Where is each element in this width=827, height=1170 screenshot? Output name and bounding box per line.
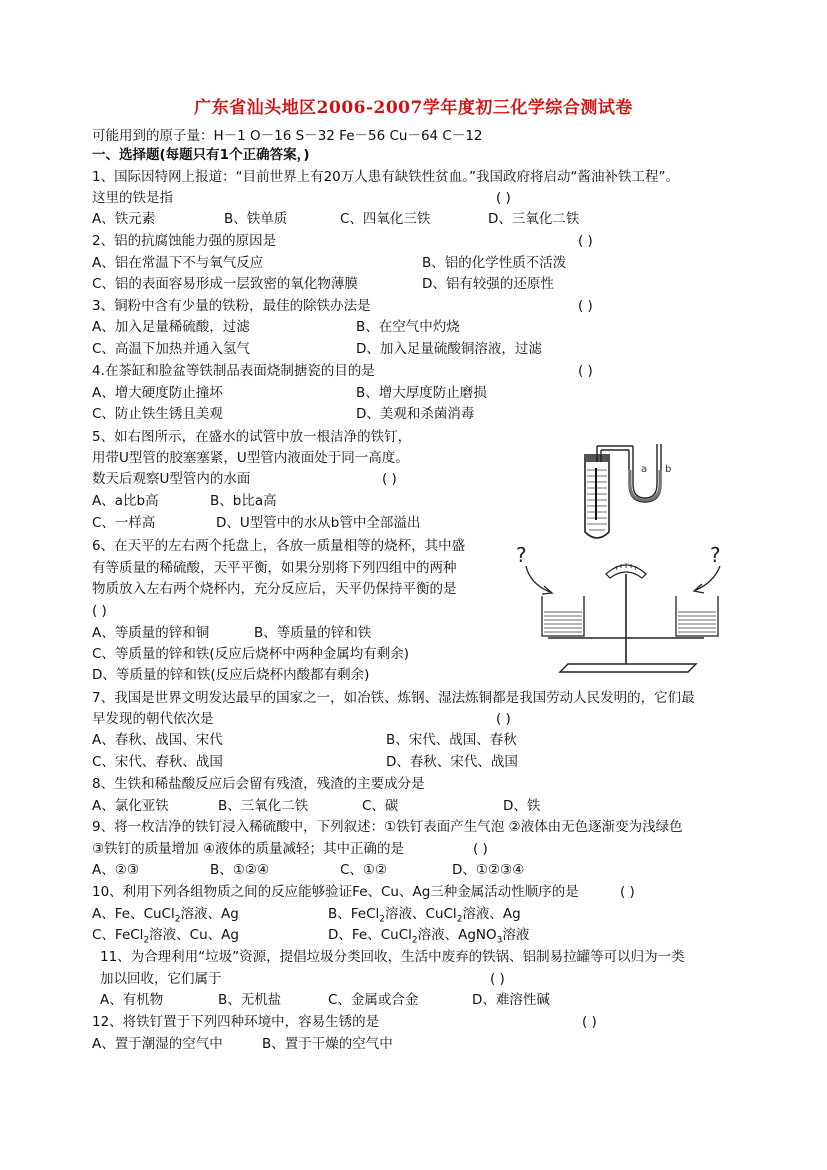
q9-option-b: B、①②④: [210, 862, 270, 878]
q6-stem-line3: 物质放入左右两个烧杯内，充分反应后，天平仍保持平衡的是: [92, 581, 457, 597]
q6-stem-line1: 6、在天平的左右两个托盘上，各放一质量相等的烧杯，其中盛: [92, 538, 466, 554]
q12-answer-bracket: ( ): [582, 1014, 597, 1030]
q4-answer-bracket: ( ): [578, 363, 593, 379]
q11-stem-line2: 加以回收，它们属于: [100, 971, 222, 987]
q3-option-c: C、高温下加热并通入氢气: [92, 341, 250, 357]
q11-option-c: C、金属或合金: [328, 992, 419, 1008]
q11-answer-bracket: ( ): [490, 971, 505, 987]
q1-answer-bracket: ( ): [496, 190, 511, 206]
q5-option-d: D、U型管中的水从b管中全部溢出: [216, 515, 421, 531]
q8-option-d: D、铁: [503, 798, 541, 814]
atomic-masses: 可能用到的原子量：H－1 O－16 S－32 Fe－56 Cu－64 C－12: [92, 128, 483, 144]
q4-option-a: A、增大硬度防止撞坏: [92, 385, 223, 401]
q4-option-c: C、防止铁生锈且美观: [92, 406, 223, 422]
q9-answer-bracket: ( ): [473, 841, 488, 857]
q10-stem: 10、利用下列各组物质之间的反应能够验证Fe、Cu、Ag三种金属活动性顺序的是: [92, 884, 579, 900]
q2-option-a: A、铝在常温下不与氧气反应: [92, 255, 264, 271]
q10-option-a: A、Fe、CuCl$_2$溶液、Ag: [92, 906, 239, 925]
q10-option-b: B、FeCl$_2$溶液、CuCl$_2$溶液、Ag: [328, 906, 521, 925]
q6-answer-bracket: ( ): [92, 603, 107, 619]
q10-answer-bracket: ( ): [620, 884, 635, 900]
balance-figure: [508, 540, 748, 680]
q1-option-c: C、四氧化三铁: [340, 211, 431, 227]
q3-option-b: B、在空气中灼烧: [356, 319, 460, 335]
q3-option-a: A、加入足量稀硫酸，过滤: [92, 319, 250, 335]
q6-stem-line2: 有等质量的稀硫酸，天平平衡，如果分别将下列四组中的两种: [92, 560, 457, 576]
q3-answer-bracket: ( ): [578, 298, 593, 314]
q9-option-a: A、②③: [92, 862, 139, 878]
q12-stem: 12、将铁钉置于下列四种环境中，容易生锈的是: [92, 1014, 380, 1030]
q5-stem-line2: 用带U型管的胶塞塞紧，U型管内液面处于同一高度。: [92, 450, 409, 466]
section-heading: 一、选择题(每题只有1个正确答案，): [92, 147, 310, 163]
q1-option-d: D、三氧化二铁: [488, 211, 580, 227]
q5-stem-line3: 数天后观察U型管内的水面: [92, 471, 251, 487]
q2-option-c: C、铝的表面容易形成一层致密的氧化物薄膜: [92, 276, 358, 292]
q5-option-a: A、a比b高: [92, 493, 159, 509]
q10-option-c: C、FeCl$_2$溶液、Cu、Ag: [92, 927, 239, 946]
q5-answer-bracket: ( ): [382, 471, 397, 487]
balance-base: [560, 664, 696, 672]
q4-option-d: D、美观和杀菌消毒: [356, 406, 475, 422]
q7-stem-line1: 7、我国是世界文明发达最早的国家之一，如冶铁、炼钢、湿法炼铜都是我国劳动人民发明的，它们最: [92, 690, 695, 706]
q1-stem-line2: 这里的铁是指: [92, 190, 173, 206]
q5-stem-line1: 5、如右图所示，在盛水的试管中放一根洁净的铁钉，: [92, 429, 412, 445]
q6-option-c: C、等质量的锌和铁(反应后烧杯中两种金属均有剩余): [92, 646, 409, 662]
q3-option-d: D、加入足量硫酸铜溶液，过滤: [356, 341, 542, 357]
q6-option-a: A、等质量的锌和铜: [92, 625, 210, 641]
label-a: a: [641, 464, 648, 475]
q2-option-b: B、铝的化学性质不活泼: [422, 255, 567, 271]
q2-answer-bracket: ( ): [578, 233, 593, 249]
test-tube-u-tube-figure: [575, 440, 695, 546]
q8-option-c: C、碳: [362, 798, 399, 814]
q9-option-d: D、①②③④: [452, 862, 525, 878]
q12-option-b: B、置于干燥的空气中: [262, 1036, 393, 1052]
q1-option-b: B、铁单质: [224, 211, 288, 227]
label-b: b: [665, 464, 672, 475]
q11-option-d: D、难溶性碱: [472, 992, 550, 1008]
q8-option-a: A、氯化亚铁: [92, 798, 169, 814]
q4-stem: 4.在茶缸和脸盆等铁制品表面烧制搪瓷的目的是: [92, 363, 375, 379]
q11-option-a: A、有机物: [100, 992, 164, 1008]
q6-option-d: D、等质量的锌和铁(反应后烧杯内酸都有剩余): [92, 667, 370, 683]
page-title: 广东省汕头地区2006-2007学年度初三化学综合测试卷: [194, 98, 633, 118]
q7-option-a: A、春秋、战国、宋代: [92, 732, 223, 748]
question-mark-right: ?: [710, 543, 721, 567]
q2-stem: 2、铝的抗腐蚀能力强的原因是: [92, 233, 277, 249]
q6-option-b: B、等质量的锌和铁: [254, 625, 372, 641]
question-mark-left: ?: [516, 543, 527, 567]
q8-stem: 8、生铁和稀盐酸反应后会留有残渣，残渣的主要成分是: [92, 776, 425, 792]
q5-option-b: B、b比a高: [210, 493, 277, 509]
q7-answer-bracket: ( ): [496, 711, 511, 727]
q4-option-b: B、增大厚度防止磨损: [356, 385, 487, 401]
q8-option-b: B、三氧化二铁: [218, 798, 309, 814]
q11-option-b: B、无机盐: [218, 992, 282, 1008]
q11-stem-line1: 11、为合理利用“垃圾”资源，提倡垃圾分类回收，生活中废弃的铁锅、铝制易拉罐等可以归为一类: [100, 949, 685, 965]
q2-option-d: D、铝有较强的还原性: [422, 276, 554, 292]
q7-option-c: C、宋代、春秋、战国: [92, 754, 223, 770]
q7-option-b: B、宋代、战国、春秋: [386, 732, 517, 748]
q1-option-a: A、铁元素: [92, 211, 156, 227]
q12-option-a: A、置于潮湿的空气中: [92, 1036, 223, 1052]
q7-option-d: D、春秋、宋代、战国: [386, 754, 518, 770]
q10-option-d: D、Fe、CuCl$_2$溶液、AgNO$_3$溶液: [328, 927, 530, 946]
q1-stem-line1: 1、国际因特网上报道：“目前世界上有20万人患有缺铁性贫血。”我国政府将启动“酱油补铁工程”。: [92, 169, 679, 185]
q9-option-c: C、①②: [340, 862, 388, 878]
q7-stem-line2: 早发现的朝代依次是: [92, 711, 214, 727]
q3-stem: 3、铜粉中含有少量的铁粉，最佳的除铁办法是: [92, 298, 371, 314]
q9-stem-line2: ③铁钉的质量增加 ④液体的质量减轻；其中正确的是: [92, 841, 404, 857]
q5-option-c: C、一样高: [92, 515, 156, 531]
q9-stem-line1: 9、将一枚洁净的铁钉浸入稀硫酸中，下列叙述：①铁钉表面产生气泡 ②液体由无色逐渐变为浅绿色: [92, 819, 683, 835]
